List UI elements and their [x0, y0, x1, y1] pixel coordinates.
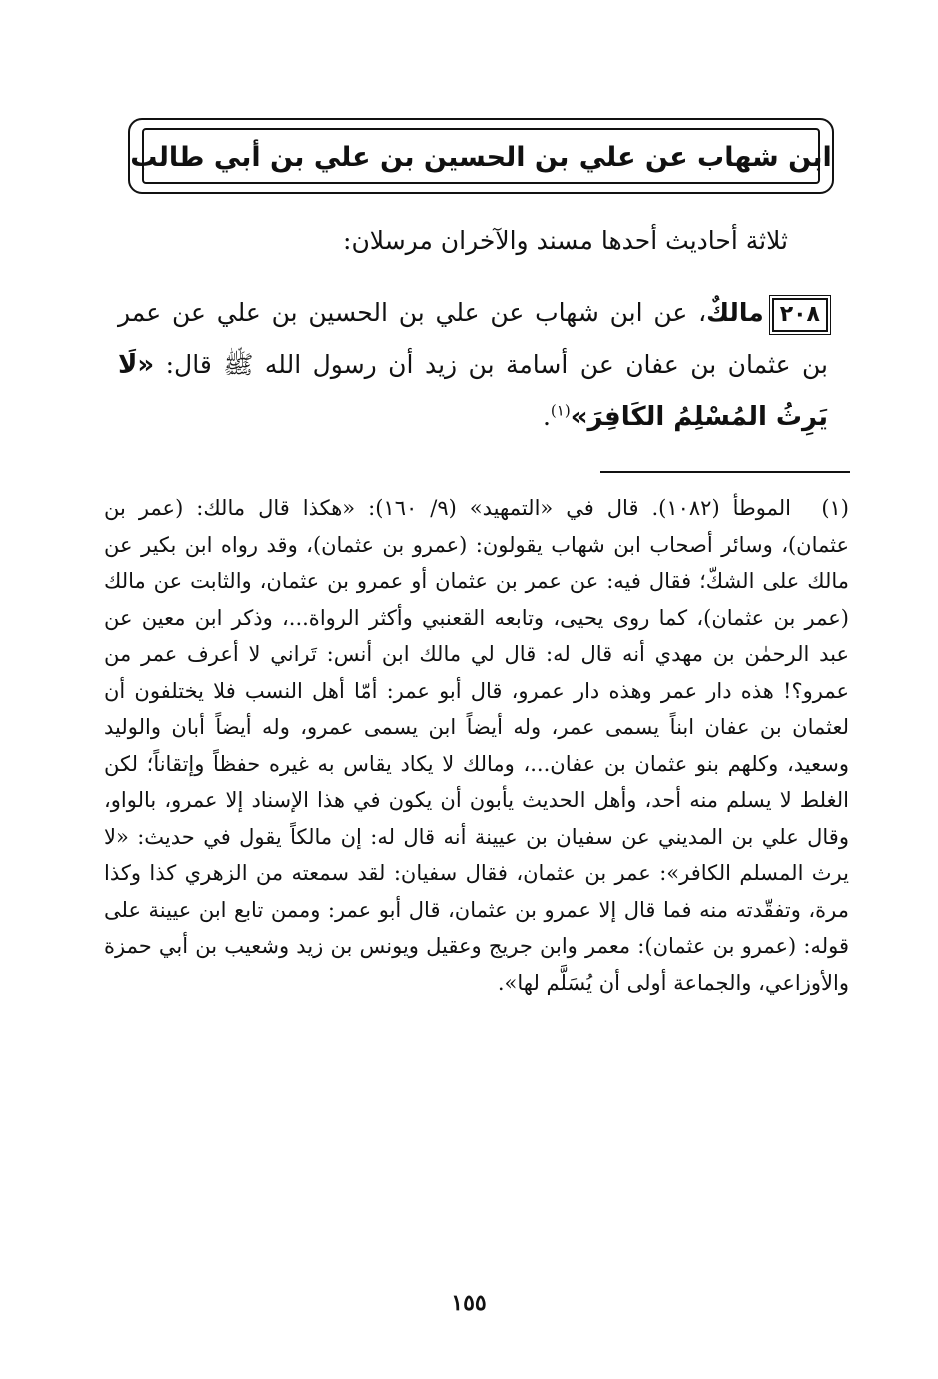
- footnote: [104, 490, 849, 1001]
- isnad-chain: ، عن ابن شهاب عن علي بن الحسين بن علي عن عمر بن عثمان بن عفان عن أسامة بن زيد أن رسول الله ﷺ قال:: [118, 298, 828, 379]
- chapter-title-frame: [128, 118, 834, 194]
- footnote-marker: (١): [821, 496, 849, 520]
- intro-line: ثلاثة أحاديث أحدها مسند والآخران مرسلان:: [343, 226, 788, 255]
- footnote-text: الموطأ (١٠٨٢). قال في «التمهيد» (٩/ ١٦٠): «هكذا قال مالك: (عمر بن عثمان)، وسائر أصحاب ابن شهاب يقولون: (عمرو بن عثمان)، وقد رواه ابن بكير عن مالك على الشكّ؛ فقال فيه: عن عمر بن عثمان أو عمرو بن عثمان، والثابت عن مالك (عمر بن عثمان)، كما روى يحيى، وتابعه القعنبي وأكثر الرواة...، وذكر ابن معين عن عبد الرحمٰن بن مهدي أنه قال له: قال لي مالك ابن أنس: تَراني لا أعرف عمر من عمرو؟! هذه دار عمر وهذه دار عمرو، قال أبو عمر: أمّا أهل النسب فلا يختلفون أن لعثمان بن عفان ابناً يسمى عمر، وله أيضاً ابن يسمى عمرو، وله أيضاً أبان والوليد وسعيد، وكلهم بنو عثمان بن عفان...، ومالك لا يكاد يقاس به غيره حفظاً وإتقاناً؛ لكن الغلط لا يسلم منه أحد، وأهل الحديث يأبون أن يكون في هذا الإسناد إلا عمرو، بالواو، وقال علي بن المديني عن سفيان بن عيينة أنه قال له: إن مالكاً يقول في حديث: «لا يرث المسلم الكافر»: عمر بن عثمان، فقال سفيان: لقد سمعته من الزهري كذا وكذا مرة، وتفقّدته منه فما قال إلا عمرو بن عثمان، قال أبو عمر: وممن تابع ابن عيينة على قوله: (عمرو بن عثمان): معمر وابن جريج وعقيل ويونس بن زيد وشعيب بن أبي حمزة والأوزاعي، والجماعة أولى أن يُسَلَّم لها».: [104, 496, 850, 995]
- hadith-quote: «لَا يَرِثُ المُسْلِمُ الكَافِرَ»: [118, 350, 828, 432]
- page-number: ١٥٥: [451, 1290, 487, 1316]
- hadith-number: ٢٠٨: [772, 298, 828, 332]
- footnote-reference: (١): [550, 401, 571, 420]
- hadith-paragraph: [118, 287, 828, 443]
- narrator-name: مالكٌ: [706, 298, 764, 327]
- footnote-separator: [600, 471, 850, 473]
- hadith-end-mark: .: [542, 402, 551, 431]
- chapter-title: ابن شهاب عن علي بن الحسين بن علي بن أبي طالب: [130, 142, 832, 173]
